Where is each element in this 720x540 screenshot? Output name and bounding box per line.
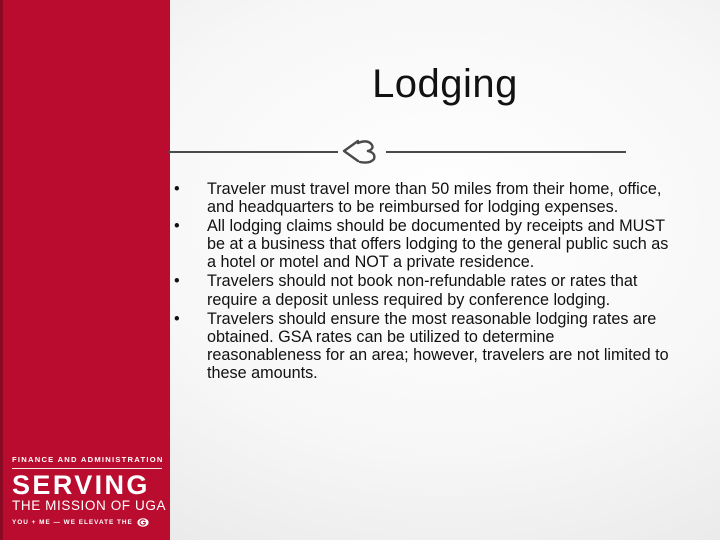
bullet-dot: • [174,217,180,236]
logo-serving: SERVING [12,470,150,500]
bullet-item [170,180,670,216]
logo-tagline: YOU + ME — WE ELEVATE THE [12,519,133,526]
bullet-text: Travelers should ensure the most reasonable lodging rates are obtained. GSA rates can be utilized to determine reasonableness for an area; however, travelers are not limited to these amounts. [207,309,669,382]
logo-divider [12,468,162,469]
bullet-list [170,180,670,383]
logo-department: FINANCE AND ADMINISTRATION [12,455,164,464]
bullet-text: All lodging claims should be documented by receipts and MUST be at a business that offers lodging to the general public such as a hotel or motel and NOT a private residence. [207,217,669,272]
slide-title: Lodging [372,62,518,106]
bullet-dot: • [174,180,180,198]
bullet-dot: • [174,272,180,291]
uga-finance-logo [12,455,167,527]
bullet-item [170,310,670,382]
georgia-g-icon [137,518,149,527]
title-rule-left [168,151,338,153]
left-bar-edge [0,0,3,540]
title-rule-right [386,151,626,153]
logo-tagline-row [12,518,162,527]
bullet-text: Traveler must travel more than 50 miles from their home, office, and headquarters to be reimbursed for lodging expenses. [207,180,662,217]
logo-mission: THE MISSION OF UGA [12,498,167,513]
bullet-item [170,272,670,308]
bullet-item [170,217,670,271]
bullet-dot: • [174,309,180,328]
bullet-text: Travelers should not book non-refundable rates or rates that require a deposit unless required by conference lodging. [207,272,638,309]
scroll-ornament-icon [338,137,386,165]
